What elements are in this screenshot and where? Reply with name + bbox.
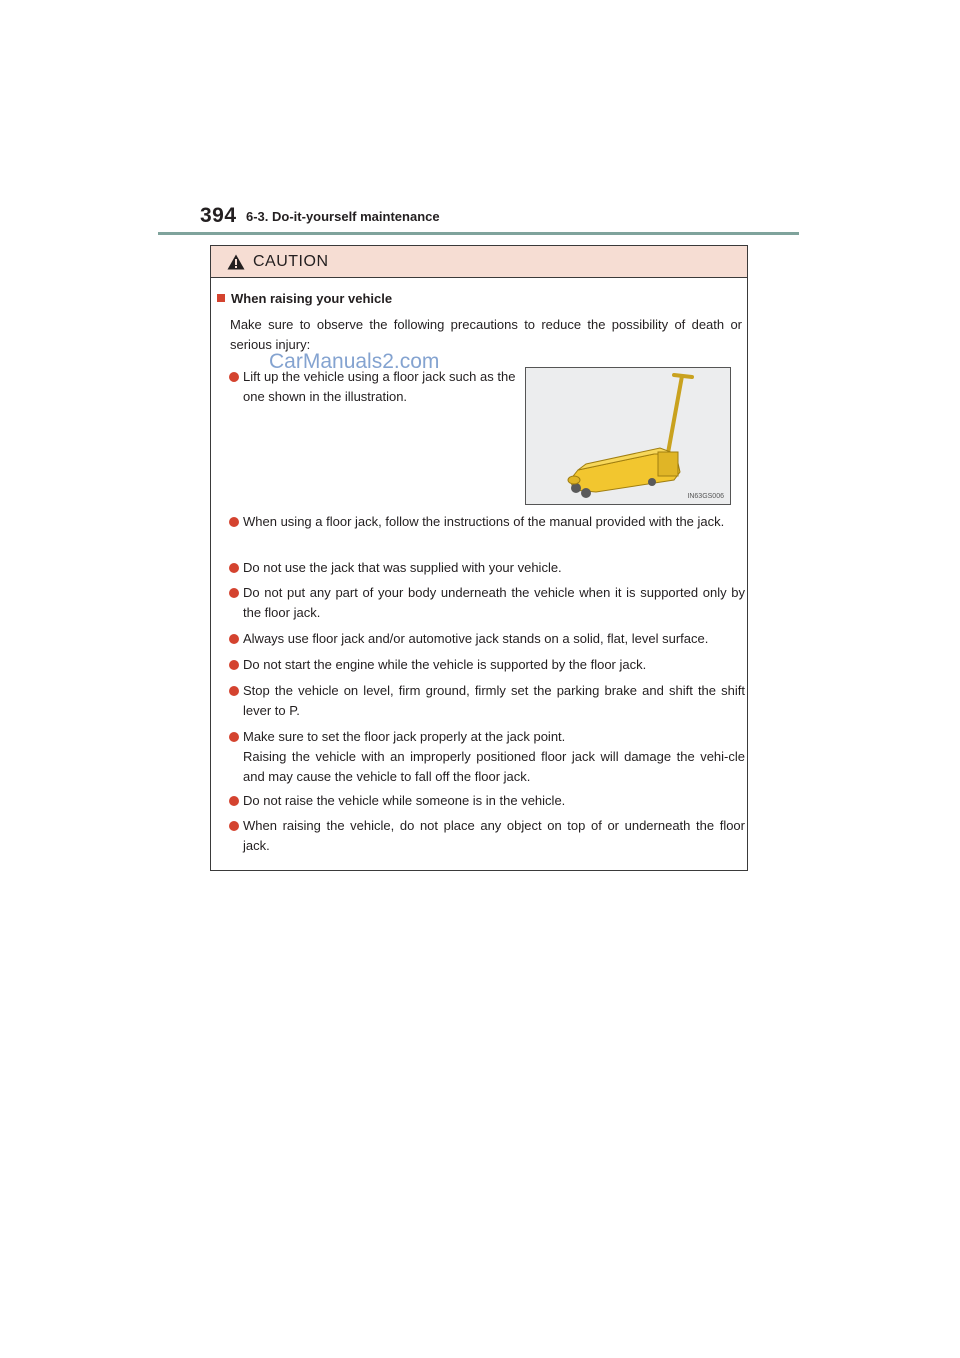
- caution-intro: Make sure to observe the following precautions to reduce the possibility of death or serious injury:: [230, 317, 742, 352]
- square-bullet-icon: [217, 294, 225, 302]
- bullet-dot-icon: [229, 796, 239, 806]
- floor-jack-icon: [526, 368, 731, 505]
- bullet-dot-icon: [229, 634, 239, 644]
- bullet-item: Stop the vehicle on level, firm ground, firmly set the parking brake and shift the shift lever to P.: [229, 681, 745, 721]
- bullet-item: When using a floor jack, follow the instructions of the manual provided with the jack.: [229, 512, 745, 532]
- bullet-item: Always use floor jack and/or automotive jack stands on a solid, flat, level surface.: [229, 629, 745, 649]
- bullet-dot-icon: [229, 372, 239, 382]
- bullet-item: Do not start the engine while the vehicle is supported by the floor jack.: [229, 655, 745, 675]
- bullet-dot-icon: [229, 660, 239, 670]
- bullet-dot-icon: [229, 563, 239, 573]
- bullet-item: Make sure to set the floor jack properly at the jack point. Raising the vehicle with an improperly positioned floor jack will damage the vehi-cle and may cause the vehicle to fall off the floor jack.: [229, 727, 745, 787]
- figure-code: IN63GS006: [687, 493, 724, 500]
- caution-box: [210, 245, 748, 871]
- bullet-dot-icon: [229, 821, 239, 831]
- bullet-item: Lift up the vehicle using a floor jack such as the one shown in the illustration.: [229, 367, 519, 407]
- bullet-item: Do not use the jack that was supplied with your vehicle.: [229, 558, 745, 578]
- caution-subheading: When raising your vehicle: [217, 291, 392, 306]
- bullet-dot-icon: [229, 517, 239, 527]
- bullet-item: Do not put any part of your body underneath the vehicle when it is supported only by the floor jack.: [229, 583, 745, 623]
- section-title: 6-3. Do-it-yourself maintenance: [246, 209, 440, 224]
- watermark: CarManuals2.com: [269, 350, 440, 373]
- header-rule: [158, 232, 799, 235]
- bullet-dot-icon: [229, 686, 239, 696]
- warning-triangle-icon: [227, 254, 245, 270]
- caution-header: [211, 246, 747, 278]
- bullet-item: When raising the vehicle, do not place any object on top of or underneath the floor jack.: [229, 816, 745, 856]
- bullet-item: Do not raise the vehicle while someone is in the vehicle.: [229, 791, 745, 811]
- page-number: 394: [200, 204, 237, 227]
- bullet-dot-icon: [229, 732, 239, 742]
- floor-jack-illustration: [525, 367, 731, 505]
- bullet-dot-icon: [229, 588, 239, 598]
- caution-label: CAUTION: [253, 253, 329, 270]
